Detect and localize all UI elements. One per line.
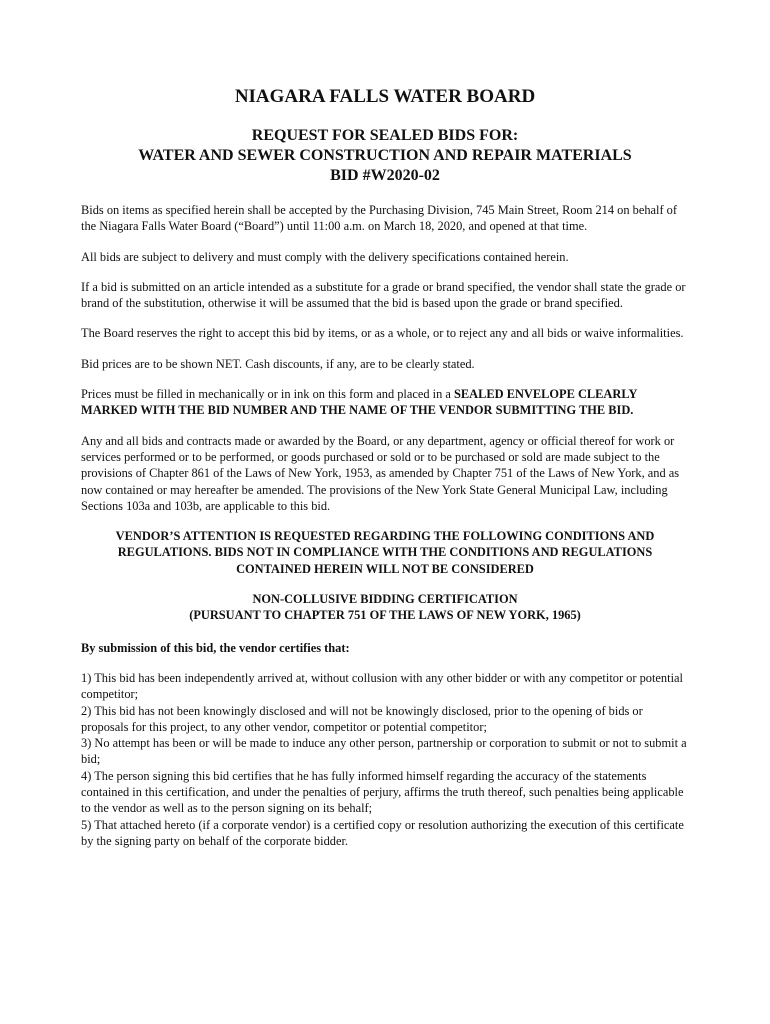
delivery-paragraph: All bids are subject to delivery and must comply with the delivery specifications contained herein. [81,249,569,264]
list-item: 4) The person signing this bid certifies that he has fully informed himself regarding the accuracy of the statements contained in this certification, and under the penalties of perjury, affirms the truth thereof, such penalties being applicable to the vendor as well as to the person signing on its behalf; [81,768,684,816]
sealed-envelope-lead: Prices must be filled in mechanically or in ink on this form and placed in a [81,387,455,402]
net-prices-paragraph: Bid prices are to be shown NET. Cash discounts, if any, are to be clearly stated. [81,356,475,371]
heading-line: WATER AND SEWER CONSTRUCTION AND REPAIR MATERIALS [138,147,632,164]
bid-request-heading [81,126,689,186]
list-item: 1) This bid has been independently arrived at, without collusion with any other bidder or with any competitor or potential competitor; [81,670,683,702]
reserves-right-paragraph: The Board reserves the right to accept this bid by items, or as a whole, or to reject any and all bids or waive informalities. [81,326,684,341]
attention-notice: VENDOR’S ATTENTION IS REQUESTED REGARDING THE FOLLOWING CONDITIONS AND REGULATIONS. BIDS NOT IN COMPLIANCE WITH THE CONDITIONS AND REGULATIONS CONTAINED HEREIN WILL NOT BE CONSIDERED [115,529,655,576]
list-item: 3) No attempt has been or will be made to induce any other person, partnership or corporation to submit or not to submit a bid; [81,736,687,767]
certification-heading [81,591,689,624]
document-page [81,86,689,849]
certification-list [81,670,689,849]
contracts-paragraph: Any and all bids and contracts made or awarded by the Board, or any department, agency or official thereof for work or services performed or to be performed, or goods purchased or sold or to be purchased or sold are made subject to the provisions of Chapter 861 of the Laws of New York, 1953, as amended by Chapter 751 of the Laws of New York, and as now contained or may hereafter be amended. The provisions of the New York State General Municipal Law, including Sections 103a and 103b, are applicable to this bid. [81,433,680,513]
list-item: 2) This bid has not been knowingly disclosed and will not be knowingly disclosed, prior to the opening of bids or proposals for this project, to any other vendor, competitor or potential competitor; [81,703,643,734]
sealed-envelope-instruction: SEALED ENVELOPE CLEARLY MARKED WITH THE BID NUMBER AND THE NAME OF THE VENDOR SUBMITTING THE BID. [81,387,637,418]
intro-paragraph: Bids on items as specified herein shall be accepted by the Purchasing Division, 745 Main Street, Room 214 on behalf of the Niagara Falls Water Board (“Board”) until 11:00 a.m. on March 18, 2020, and opened at that time. [81,203,678,234]
sealed-envelope-paragraph [81,386,689,419]
substitute-paragraph: If a bid is submitted on an article intended as a substitute for a grade or brand specified, the vendor shall state the grade or brand of the substitution, otherwise it will be assumed that the bid is based upon the grade or brand specified. [81,279,686,311]
heading-line: REQUEST FOR SEALED BIDS FOR: [251,127,519,144]
bid-number: BID #W2020-02 [330,167,440,184]
organization-title: NIAGARA FALLS WATER BOARD [234,86,536,107]
list-item: 5) That attached hereto (if a corporate vendor) is a certified copy or resolution authorizing the execution of this certificate by the signing party on behalf of the corporate bidder. [81,817,684,848]
certification-subtitle: (PURSUANT TO CHAPTER 751 OF THE LAWS OF NEW YORK, 1965) [189,608,581,623]
certification-title: NON-COLLUSIVE BIDDING CERTIFICATION [252,592,518,607]
certifies-lead: By submission of this bid, the vendor certifies that: [81,640,350,655]
